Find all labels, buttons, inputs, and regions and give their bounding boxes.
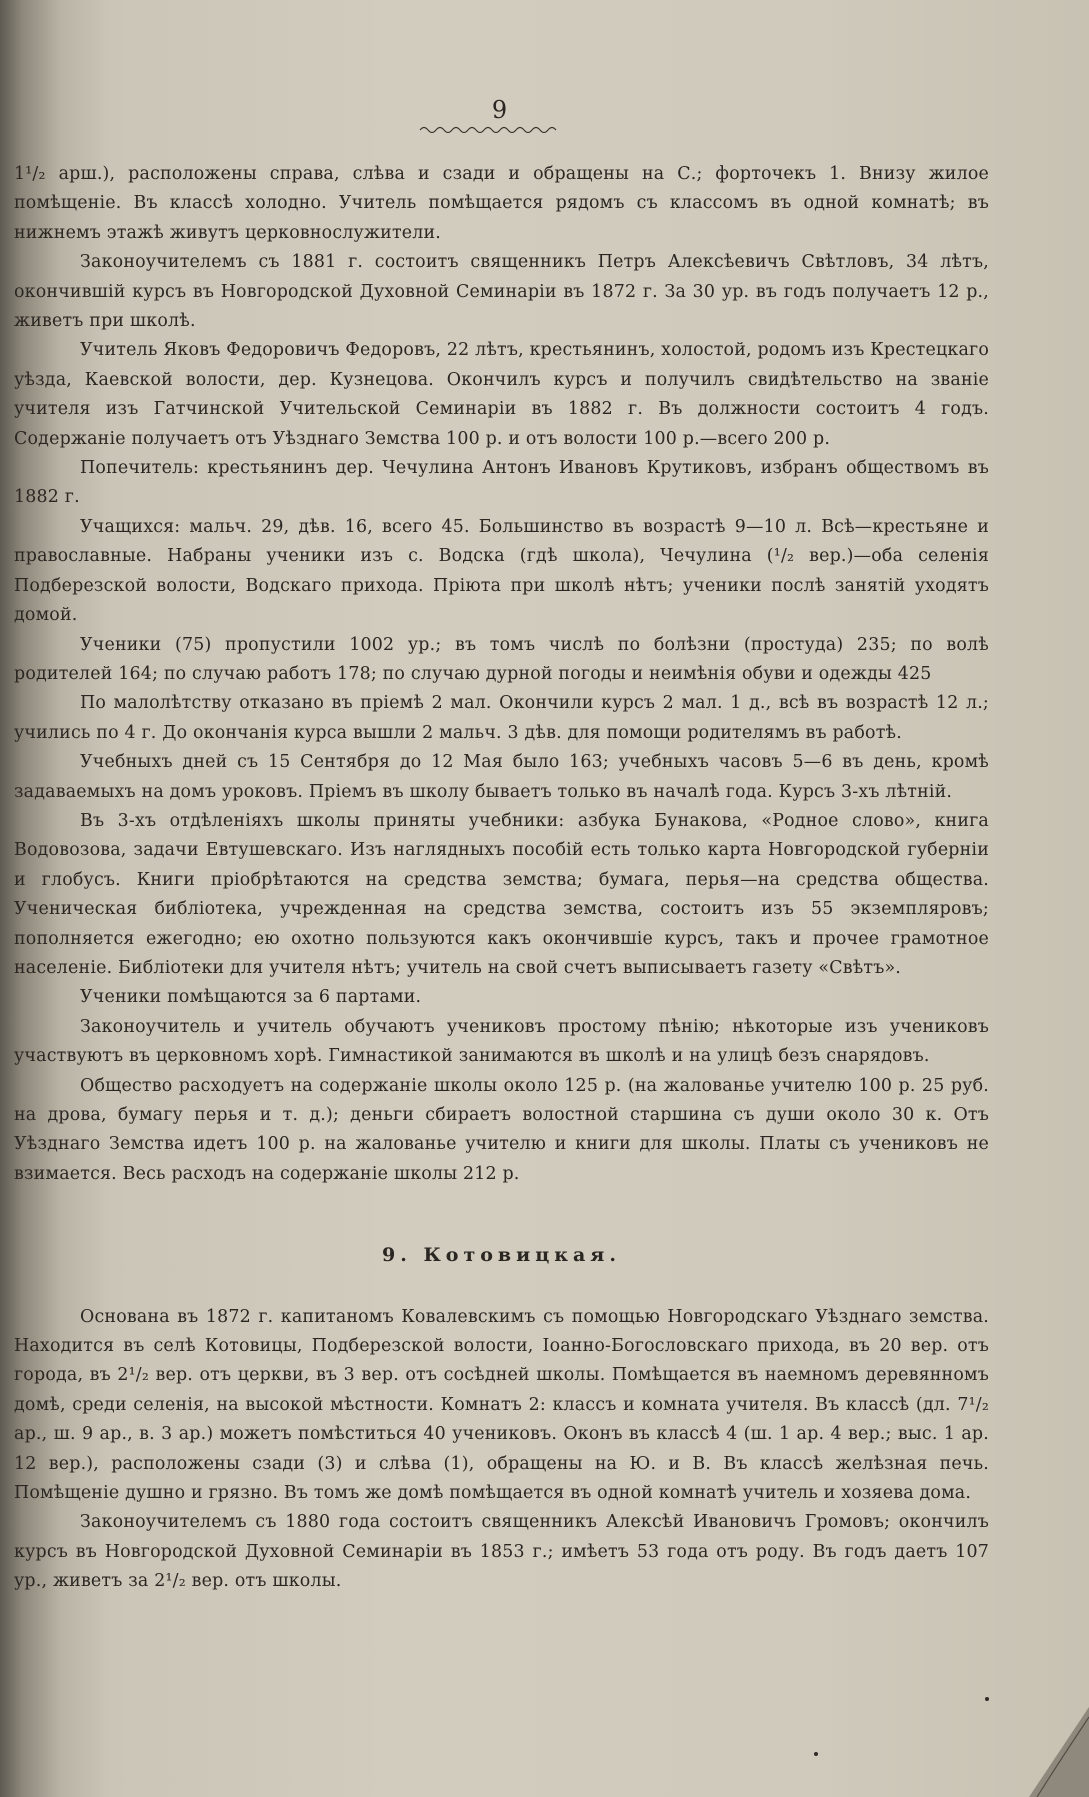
- paragraph-pupils: Учащихся: мальч. 29, дѣв. 16, всего 45. Большинство въ возрастѣ 9—10 л. Всѣ—крестьяне и православные. Набраны ученики изъ с. Водска (гдѣ школа), Чечулина (¹/₂ вер.)—оба селенія Подберезской волости, Водскаго прихода. Пріюта при школѣ нѣтъ; ученики послѣ занятій уходятъ домой.: [14, 516, 989, 626]
- paragraph-absences: Ученики (75) пропустили 1002 ур.; въ томъ числѣ по болѣзни (простуда) 235; по волѣ родителей 164; по случаю работъ 178; по случаю дурной погоды и неимѣнія обуви и одежды 425: [14, 634, 989, 684]
- section-title: Котовицкая.: [423, 1244, 621, 1267]
- paragraph-desks: Ученики помѣщаются за 6 партами.: [80, 987, 422, 1008]
- paragraph-founded: Основана въ 1872 г. капитаномъ Ковалевскимъ съ помощью Новгородскаго Уѣзднаго земства. Находится въ селѣ Котовицы, Подберезской волости, Іоанно-Богословскаго прихода, въ 20 вер. отъ города, въ 2¹/₂ вер. отъ церкви, въ 3 вер. отъ сосѣдней школы. Помѣщается въ наемномъ деревянномъ домѣ, среди селенія, на высокой мѣстности. Комнатъ 2: классъ и комната учителя. Въ классѣ (дл. 7¹/₂ ар., ш. 9 ар., в. 3 ар.) можетъ помѣститься 40 учениковъ. Оконъ въ классѣ 4 (ш. 1 ар. 4 вер.; выс. 1 ар. 12 вер.), расположены сзади (3) и слѣва (1), обращены на Ю. и В. Въ классѣ желѣзная печь. Помѣщеніе душно и грязно. Въ томъ же домѣ помѣщается въ одной комнатѣ учитель и хозяева дома.: [14, 1306, 989, 1504]
- paragraph-law-teacher-2: Законоучителемъ съ 1880 года состоитъ священникъ Алексѣй Ивановичъ Громовъ; окончилъ курсъ въ Новгородской Духовной Семинаріи въ 1853 г.; имѣетъ 53 года отъ роду. Въ годъ даетъ 107 ур., живетъ за 2¹/₂ вер. отъ школы.: [14, 1512, 989, 1592]
- paragraph-expenses: Общество расходуетъ на содержаніе школы около 125 р. (на жалованье учителю 100 р. 25 руб. на дрова, бумагу перья и т. д.); деньги сбираетъ волостной старшина съ души около 30 к. Отъ Уѣзднаго Земства идетъ 100 р. на жалованье учителю и книги для школы. Платы съ учениковъ не взимается. Весь расходъ на содержаніе школы 212 р.: [14, 1075, 989, 1184]
- section-heading: [14, 1241, 989, 1270]
- page-corner-fold: [1019, 1707, 1089, 1797]
- paragraph-law-teacher: Законоучителемъ съ 1881 г. состоитъ священникъ Петръ Алексѣевичъ Свѣтловъ, 34 лѣтъ, окончившій курсъ въ Новгородской Духовной Семинаріи въ 1872 г. За 30 ур. въ годъ получаетъ 12 р., живетъ при школѣ.: [14, 252, 989, 332]
- paragraph-admission: По малолѣтству отказано въ пріемѣ 2 мал. Окончили курсъ 2 мал. 1 д., всѣ въ возрастѣ 12 л.; учились по 4 г. До окончанія курса вышли 2 мальч. 3 дѣв. для помощи родителямъ въ работѣ.: [14, 693, 989, 743]
- page-body: [14, 160, 989, 1597]
- paragraph-teacher: Учитель Яковъ Федоровичъ Федоровъ, 22 лѣтъ, крестьянинъ, холостой, родомъ изъ Крестецкаго уѣзда, Каевской волости, дер. Кузнецова. Окончилъ курсъ и получилъ свидѣтельство на званіе учителя изъ Гатчинской Учительской Семинаріи въ 1882 г. Въ должности состоитъ 4 годъ. Содержаніе получаетъ отъ Уѣзднаго Земства 100 р. и отъ волости 100 р.—всего 200 р.: [14, 340, 989, 449]
- paragraph-school-days: Учебныхъ дней съ 15 Сентября до 12 Мая было 163; учебныхъ часовъ 5—6 въ день, кромѣ задаваемыхъ на домъ уроковъ. Пріемъ въ школу бываетъ только въ началѣ года. Курсъ 3-хъ лѣтній.: [14, 752, 989, 802]
- paragraph-continuation: 1¹/₂ арш.), расположены справа, слѣва и сзади и обращены на С.; форточекъ 1. Внизу жилое помѣщеніе. Въ классѣ холодно. Учитель помѣщается рядомъ съ классомъ въ одной комнатѣ; въ нижнемъ этажѣ живутъ церковнослужители.: [14, 164, 989, 243]
- print-speck: [814, 1752, 818, 1756]
- print-speck: [985, 1697, 989, 1701]
- paragraph-singing: Законоучитель и учитель обучаютъ учениковъ простому пѣнію; нѣкоторые изъ учениковъ участвуютъ въ церковномъ хорѣ. Гимнастикой занимаются въ школѣ и на улицѣ безъ снарядовъ.: [14, 1016, 989, 1067]
- paragraph-trustee: Попечитель: крестьянинъ дер. Чечулина Антонъ Ивановъ Крутиковъ, избранъ обществомъ въ 1882 г.: [14, 458, 989, 508]
- page-number: 9: [491, 96, 509, 124]
- ornament-rule: [418, 124, 558, 136]
- paragraph-textbooks: Въ 3-хъ отдѣленіяхъ школы приняты учебники: азбука Бунакова, «Родное слово», книга Водовозова, задачи Евтушевскаго. Изъ наглядныхъ пособій есть только карта Новгородской губерніи и глобусъ. Книги пріобрѣтаются на средства земства; бумага, перья—на средства общества. Ученическая библіотека, учрежденная на средства земства, состоитъ изъ 55 экземпляровъ; пополняется ежегодно; ею охотно пользуются какъ окончившіе курсъ, такъ и прочее грамотное населеніе. Библіотеки для учителя нѣтъ; учитель на свой счетъ выписываетъ газету «Свѣтъ».: [14, 810, 989, 978]
- section-number: 9.: [382, 1244, 412, 1267]
